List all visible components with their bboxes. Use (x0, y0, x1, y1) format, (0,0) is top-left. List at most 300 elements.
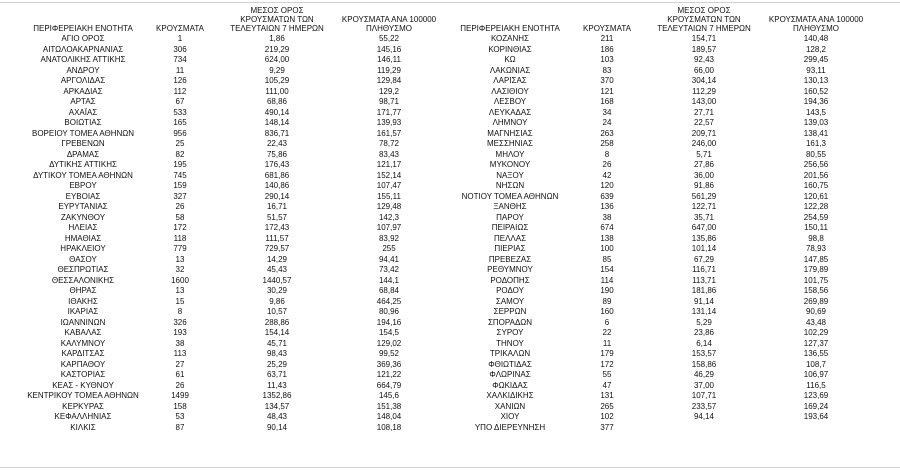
header-region: ΠΕΡΙΦΕΡΕΙΑΚΗ ΕΝΟΤΗΤΑ (33, 24, 133, 33)
cell-per100k: 83,43 (378, 149, 400, 159)
table-row (449, 192, 867, 203)
cell-per100k: 154,5 (378, 328, 400, 337)
cell-per100k: 171,77 (376, 107, 402, 117)
cell-per100k: 254,59 (803, 212, 829, 222)
cell-average: 624,00 (264, 55, 290, 64)
table-row (449, 234, 867, 245)
cell-cases: 8 (604, 149, 610, 159)
cell-per100k: 664,79 (376, 380, 402, 390)
cell-region: ΛΕΥΚΑΔΑΣ (488, 107, 532, 117)
cell-per100k: 148,04 (376, 412, 402, 421)
cell-per100k: 128,2 (805, 44, 827, 54)
cell-cases: 306 (173, 44, 187, 54)
cell-cases: 533 (173, 107, 187, 117)
left-table-header (22, 4, 440, 33)
cell-region: ΠΕΙΡΑΙΩΣ (491, 223, 529, 232)
cell-per100k: 169,24 (803, 401, 829, 411)
cell-cases: 377 (600, 422, 614, 432)
table-row (449, 118, 867, 129)
cell-average: 68,86 (266, 97, 288, 106)
cell-region: ΚΟΖΑΝΗΣ (490, 34, 530, 43)
cell-region: ΡΟΔΟΠΗΣ (490, 275, 530, 285)
cell-cases: 34 (602, 107, 612, 117)
cell-average: 48,43 (266, 412, 288, 421)
cell-region: ΤΡΙΚΑΛΩΝ (489, 349, 531, 358)
cell-cases: 326 (173, 317, 187, 327)
cell-per100k: 138,41 (803, 128, 829, 138)
cell-average: 37,00 (693, 380, 715, 390)
cell-average: 25,29 (266, 359, 288, 369)
table-row (22, 255, 440, 266)
cell-per100k: 121,17 (376, 160, 402, 169)
cell-per100k: 256,56 (803, 160, 829, 169)
cell-cases: 8 (177, 307, 183, 316)
header-region: ΠΕΡΙΦΕΡΕΙΑΚΗ ΕΝΟΤΗΤΑ (460, 24, 560, 33)
cell-cases: 38 (175, 338, 185, 348)
cell-per100k: 73,42 (378, 265, 400, 274)
table-row (22, 160, 440, 171)
cell-cases: 136 (600, 202, 614, 211)
cell-average: 172,43 (264, 223, 290, 232)
table-row (22, 213, 440, 224)
cell-region: ΙΩΑΝΝΙΝΩΝ (60, 317, 106, 327)
cell-cases: 13 (175, 286, 185, 295)
cell-average: 647,00 (691, 223, 717, 232)
table-row (449, 66, 867, 77)
cell-average: 209,71 (691, 128, 717, 138)
cell-region: ΚΑΡΠΑΘΟΥ (60, 359, 106, 369)
table-row (449, 213, 867, 224)
cell-per100k: 129,48 (376, 202, 402, 211)
cell-average: 22,57 (693, 118, 715, 127)
cell-average: 1440,57 (262, 275, 292, 285)
cell-region: ΔΥΤΙΚΟΥ ΤΟΜΕΑ ΑΘΗΝΩΝ (33, 170, 133, 180)
cell-per100k: 136,55 (803, 349, 829, 358)
cell-cases: 674 (600, 223, 614, 232)
cell-cases: 1 (177, 34, 183, 43)
header-average: ΜΕΣΟΣ ΟΡΟΣ ΚΡΟΥΣΜΑΤΩΝ ΤΩΝ ΤΕΛΕΥΤΑΙΩΝ 7 ΗΜΕΡΩΝ (230, 6, 324, 33)
cell-region: ΤΗΝΟΥ (496, 338, 524, 348)
table-row (449, 276, 867, 287)
cell-average: 158,86 (691, 359, 717, 369)
cell-average: 836,71 (264, 128, 290, 138)
cell-region: ΑΧΑΪΑΣ (68, 107, 98, 117)
cell-region: ΚΑΡΔΙΤΣΑΣ (61, 349, 105, 358)
cell-region: ΑΡΚΑΔΙΑΣ (63, 86, 103, 96)
cell-cases: 745 (173, 170, 187, 180)
cell-cases: 160 (600, 307, 614, 316)
cell-per100k: 80,55 (805, 149, 827, 159)
cell-per100k: 144,1 (378, 275, 400, 285)
cell-region: ΣΥΡΟΥ (496, 328, 524, 337)
cell-region: ΕΥΡΥΤΑΝΙΑΣ (58, 202, 108, 211)
table-row (22, 307, 440, 318)
cell-cases: 114 (600, 275, 614, 285)
header-average: ΜΕΣΟΣ ΟΡΟΣ ΚΡΟΥΣΜΑΤΩΝ ΤΩΝ ΤΕΛΕΥΤΑΙΩΝ 7 ΗΜΕΡΩΝ (657, 6, 751, 33)
cell-per100k: 158,56 (803, 286, 829, 295)
cell-cases: 11 (602, 338, 612, 348)
cell-region: ΘΕΣΣΑΛΟΝΙΚΗΣ (51, 275, 115, 285)
cell-average: 112,29 (692, 86, 716, 96)
cell-per100k: 94,41 (378, 254, 400, 264)
cell-cases: 1600 (171, 275, 189, 285)
cell-per100k: 142,3 (378, 212, 400, 222)
table-row (449, 307, 867, 318)
cell-cases: 32 (175, 265, 185, 274)
cell-cases: 87 (175, 422, 185, 432)
cell-region: ΑΝΔΡΟΥ (66, 65, 100, 75)
cell-cases: 118 (173, 233, 187, 243)
cell-cases: 159 (173, 181, 187, 190)
cell-region: ΞΑΝΘΗΣ (493, 202, 527, 211)
cell-region: ΝΗΣΩΝ (495, 181, 525, 190)
cell-average: 9,29 (269, 65, 285, 75)
cell-average: 91,14 (693, 296, 715, 306)
cell-average: 131,14 (691, 307, 717, 316)
cell-per100k: 145,16 (376, 44, 402, 54)
cell-average: 66,00 (693, 65, 715, 75)
cell-average: 92,43 (693, 55, 715, 64)
cell-region: ΑΓΙΟ ΟΡΟΣ (61, 34, 105, 43)
table-row (22, 381, 440, 392)
table-row (22, 349, 440, 360)
cell-per100k: 80,96 (378, 307, 400, 316)
cell-region: ΙΘΑΚΗΣ (68, 296, 98, 306)
cell-cases: 85 (602, 254, 612, 264)
cell-region: ΘΗΡΑΣ (69, 286, 97, 295)
cell-region: ΙΚΑΡΙΑΣ (67, 307, 99, 316)
table-row (449, 181, 867, 192)
cell-average: 681,86 (264, 170, 290, 180)
cell-average: 288,86 (264, 317, 290, 327)
cell-per100k: 93,11 (806, 65, 826, 75)
cell-per100k: 160,75 (803, 181, 829, 190)
cell-cases: 11 (175, 65, 185, 75)
cell-cases: 55 (602, 370, 612, 379)
cell-per100k: 122,28 (803, 202, 829, 211)
cell-per100k: 129,02 (376, 338, 402, 348)
table-row (449, 286, 867, 297)
cell-per100k: 83,92 (378, 233, 400, 243)
table-row (449, 423, 867, 434)
right-table-body (449, 34, 867, 433)
table-row (22, 391, 440, 402)
cell-per100k: 161,57 (376, 128, 402, 138)
table-row (22, 108, 440, 119)
cell-per100k: 139,93 (376, 118, 402, 127)
cell-cases: 82 (175, 149, 185, 159)
cell-per100k: 127,37 (803, 338, 829, 348)
table-row (449, 150, 867, 161)
table-row (22, 318, 440, 329)
cell-cases: 265 (600, 401, 614, 411)
cell-cases: 168 (600, 97, 614, 106)
table-row (449, 349, 867, 360)
cell-region: ΗΜΑΘΙΑΣ (64, 233, 102, 243)
cell-region: ΛΗΜΝΟΥ (492, 118, 528, 127)
table-row (22, 202, 440, 213)
table-row (449, 339, 867, 350)
cell-cases: 131 (600, 391, 614, 400)
cell-region: ΕΒΡΟΥ (69, 181, 97, 190)
cell-per100k: 269,89 (803, 296, 829, 306)
header-cases: ΚΡΟΥΣΜΑΤΑ (156, 24, 204, 33)
cell-per100k: 194,36 (803, 97, 829, 106)
cell-average: 233,57 (691, 401, 717, 411)
cell-region: ΑΝΑΤΟΛΙΚΗΣ ΑΤΤΙΚΗΣ (40, 55, 126, 64)
cell-cases: 193 (173, 328, 187, 337)
table-row (449, 381, 867, 392)
cell-average: 5,71 (696, 149, 712, 159)
table-row (22, 286, 440, 297)
table-row (22, 171, 440, 182)
table-row (449, 412, 867, 423)
cell-cases: 26 (175, 202, 185, 211)
table-row (449, 297, 867, 308)
table-row (22, 360, 440, 371)
cell-per100k: 255 (382, 244, 396, 253)
cell-region: ΑΙΤΩΛΟΑΚΑΡΝΑΝΙΑΣ (42, 44, 124, 54)
cell-average: 27,71 (693, 107, 715, 117)
cell-cases: 112 (173, 86, 187, 96)
cell-per100k: 120,61 (803, 191, 829, 201)
cell-region: ΜΕΣΣΗΝΙΑΣ (487, 139, 533, 148)
cell-cases: 154 (600, 265, 614, 274)
left-table (22, 4, 440, 433)
cell-per100k: 464,25 (376, 296, 402, 306)
cell-average: 5,29 (696, 317, 712, 327)
cell-cases: 956 (173, 128, 187, 138)
cell-cases: 172 (600, 359, 614, 369)
cell-per100k: 194,16 (376, 317, 402, 327)
cell-cases: 165 (173, 118, 187, 127)
cell-cases: 172 (173, 223, 187, 232)
cell-per100k: 155,11 (377, 191, 401, 201)
cell-region: ΛΑΚΩΝΙΑΣ (489, 65, 531, 75)
cell-average: 134,57 (264, 401, 290, 411)
table-row (22, 181, 440, 192)
cell-region: ΘΕΣΠΡΩΤΙΑΣ (57, 265, 109, 274)
cell-per100k: 129,2 (378, 86, 400, 96)
table-row (22, 244, 440, 255)
cell-average: 1352,86 (262, 391, 292, 400)
cell-cases: 113 (173, 349, 187, 358)
cell-per100k (765, 423, 867, 434)
cell-cases: 779 (173, 244, 187, 253)
cell-average: 9,86 (269, 296, 285, 306)
cell-cases: 158 (173, 401, 187, 411)
cell-cases: 24 (602, 118, 612, 127)
table-row (449, 34, 867, 45)
cell-per100k: 129,84 (376, 76, 402, 85)
cell-region: ΝΟΤΙΟΥ ΤΟΜΕΑ ΑΘΗΝΩΝ (461, 191, 559, 201)
table-row (22, 339, 440, 350)
cell-average: 98,43 (266, 349, 288, 358)
cell-region: ΛΑΣΙΘΙΟΥ (491, 86, 529, 96)
table-row (22, 234, 440, 245)
table-row (22, 45, 440, 56)
cell-region: ΥΠΟ ΔΙΕΡΕΥΝΗΣΗ (474, 422, 546, 432)
cell-region: ΗΛΕΙΑΣ (68, 223, 98, 232)
cell-region: ΚΙΛΚΙΣ (70, 422, 96, 432)
cell-average: 729,57 (264, 244, 290, 253)
left-table-body (22, 34, 440, 433)
cell-region: ΡΟΔΟΥ (496, 286, 524, 295)
cell-region: ΘΑΣΟΥ (69, 254, 97, 264)
cell-per100k: 78,93 (805, 244, 827, 253)
cell-region: ΒΟΡΕΙΟΥ ΤΟΜΕΑ ΑΘΗΝΩΝ (31, 128, 135, 138)
cell-cases: 1499 (171, 391, 189, 400)
cell-average: 75,86 (266, 149, 288, 159)
cell-cases: 100 (600, 244, 614, 253)
table-row (449, 97, 867, 108)
cell-region: ΚΟΡΙΝΘΙΑΣ (488, 44, 532, 54)
table-row (449, 108, 867, 119)
cell-region: ΑΡΤΑΣ (70, 97, 96, 106)
cell-region: ΦΘΙΩΤΙΔΑΣ (488, 359, 532, 369)
cell-region: ΚΕΑΣ - ΚΥΘΝΟΥ (52, 380, 114, 390)
cell-per100k: 161,3 (805, 139, 827, 148)
table-row (22, 129, 440, 140)
cell-average: 16,71 (266, 202, 288, 211)
cell-average: 111,57 (265, 233, 289, 243)
cell-per100k: 99,52 (378, 349, 400, 358)
cell-region: ΣΠΟΡΑΔΩΝ (487, 317, 533, 327)
table-row (449, 360, 867, 371)
table-row (22, 423, 440, 434)
table-row (22, 402, 440, 413)
cell-average: 490,14 (264, 107, 290, 117)
cell-per100k: 139,03 (803, 118, 829, 127)
cell-cases: 42 (602, 170, 612, 180)
cell-average: 30,29 (266, 286, 288, 295)
cell-cases: 53 (175, 412, 185, 421)
cell-average: 10,57 (266, 307, 288, 316)
cell-average: 561,29 (691, 191, 717, 201)
cell-cases: 25 (175, 139, 185, 148)
cell-average: 90,14 (266, 422, 288, 432)
cell-average: 23,86 (693, 328, 715, 337)
cell-per100k: 150,11 (804, 223, 828, 232)
cell-per100k: 108,18 (376, 422, 402, 432)
cell-average: 36,00 (693, 170, 715, 180)
table-row (449, 171, 867, 182)
cell-region: ΚΕΦΑΛΛΗΝΙΑΣ (54, 412, 112, 421)
cell-average: 176,43 (264, 160, 290, 169)
cell-region: ΦΩΚΙΔΑΣ (492, 380, 528, 390)
cell-average: 135,86 (691, 233, 717, 243)
cell-average: 111,00 (265, 86, 289, 96)
cell-region: ΔΡΑΜΑΣ (66, 149, 100, 159)
cell-cases: 734 (173, 55, 187, 64)
cell-per100k: 116,5 (806, 380, 826, 390)
cell-average: 11,43 (267, 380, 287, 390)
table-row (22, 76, 440, 87)
table-row (22, 34, 440, 45)
top-divider (0, 2, 900, 3)
table-row (22, 265, 440, 276)
cell-cases: 58 (175, 212, 185, 222)
table-row (449, 370, 867, 381)
cell-average: 154,71 (691, 34, 717, 43)
cell-per100k: 201,56 (803, 170, 829, 180)
cell-cases: 102 (600, 412, 614, 421)
cell-average: 148,14 (264, 118, 290, 127)
table-row (449, 244, 867, 255)
table-row (22, 328, 440, 339)
cell-average: 94,14 (693, 412, 715, 421)
cell-per100k: 68,84 (378, 286, 400, 295)
cell-cases: 27 (175, 359, 185, 369)
cell-per100k: 152,14 (376, 170, 402, 180)
cell-cases: 22 (602, 328, 612, 337)
table-row (22, 150, 440, 161)
cell-region: ΜΥΚΟΝΟΥ (489, 160, 531, 169)
cell-per100k: 90,69 (805, 307, 827, 316)
cell-cases: 195 (173, 160, 187, 169)
cell-cases: 15 (175, 296, 185, 306)
table-row (22, 55, 440, 66)
cell-average: 290,14 (264, 191, 290, 201)
cell-per100k: 119,29 (377, 65, 401, 75)
header-per100k: ΚΡΟΥΣΜΑΤΑ ΑΝΑ 100000 ΠΛΗΘΥΣΜΟ (768, 15, 864, 33)
cell-cases: 13 (175, 254, 185, 264)
cell-per100k: 98,71 (378, 97, 400, 106)
table-row (449, 202, 867, 213)
table-row (449, 402, 867, 413)
cell-per100k: 123,69 (803, 391, 829, 400)
cell-average: 1,86 (269, 34, 285, 43)
table-row (449, 255, 867, 266)
cell-cases: 61 (175, 370, 185, 379)
cell-region: ΕΥΒΟΙΑΣ (65, 191, 101, 201)
cell-per100k: 145,6 (378, 391, 400, 400)
cell-region: ΛΕΣΒΟΥ (493, 97, 527, 106)
cell-cases: 89 (602, 296, 612, 306)
cell-average: 14,29 (266, 254, 288, 264)
cell-region: ΦΛΩΡΙΝΑΣ (489, 370, 531, 379)
cell-region: ΠΡΕΒΕΖΑΣ (488, 254, 532, 264)
cell-cases: 26 (602, 160, 612, 169)
cell-cases: 263 (600, 128, 614, 138)
cell-per100k: 140,48 (803, 34, 829, 43)
cell-region: ΛΑΡΙΣΑΣ (493, 76, 527, 85)
table-row (449, 265, 867, 276)
cell-average: 153,57 (691, 349, 717, 358)
cell-cases: 121 (600, 86, 614, 96)
cell-average: 113,71 (692, 275, 716, 285)
table-row (449, 87, 867, 98)
table-row (22, 297, 440, 308)
cell-cases: 327 (173, 191, 187, 201)
cell-average: 140,86 (264, 181, 290, 190)
table-row (449, 76, 867, 87)
table-row (449, 160, 867, 171)
cell-cases: 120 (600, 181, 614, 190)
cell-average: 91,86 (693, 181, 715, 190)
cell-average: 116,71 (692, 265, 716, 274)
cell-average: 122,71 (691, 202, 717, 211)
table-row (22, 118, 440, 129)
cell-average: 154,14 (264, 328, 290, 337)
cell-region: ΚΕΡΚΥΡΑΣ (62, 401, 104, 411)
cell-average: 6,14 (696, 338, 712, 348)
cell-region: ΒΟΙΩΤΙΑΣ (64, 118, 102, 127)
table-row (22, 276, 440, 287)
cell-region: ΔΥΤΙΚΗΣ ΑΤΤΙΚΗΣ (49, 160, 117, 169)
cell-region: ΠΑΡΟΥ (496, 212, 524, 222)
cell-average: 46,29 (693, 370, 715, 379)
